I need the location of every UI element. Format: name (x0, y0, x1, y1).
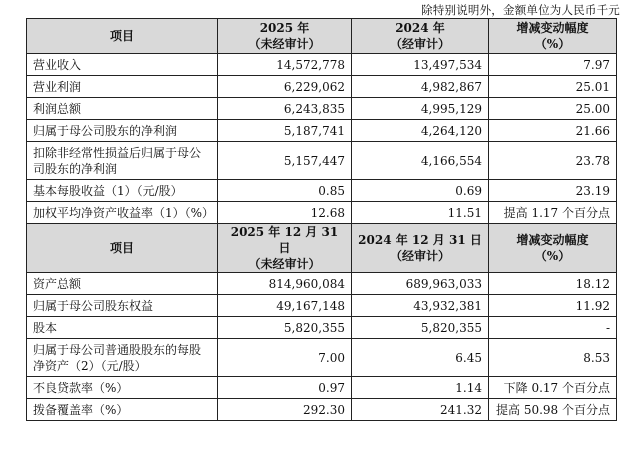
value-2025: 14,572,778 (218, 54, 352, 76)
change-value: 23.19 (489, 180, 617, 202)
value-2025: 6,243,835 (218, 98, 352, 120)
change-value: 21.66 (489, 120, 617, 142)
value-2025: 292.30 (218, 399, 352, 421)
value-2024: 5,820,355 (352, 317, 489, 339)
table-row (27, 142, 617, 180)
table-row (27, 317, 617, 339)
change-value: 25.01 (489, 76, 617, 98)
value-2024: 0.69 (352, 180, 489, 202)
header-change: 增减变动幅度 （%） (489, 224, 617, 273)
change-value: 11.92 (489, 295, 617, 317)
header-item: 项目 (27, 224, 218, 273)
table-row (27, 180, 617, 202)
value-2024: 4,264,120 (352, 120, 489, 142)
table-row (27, 76, 617, 98)
table-row (27, 273, 617, 295)
change-value: 8.53 (489, 339, 617, 377)
value-2025: 7.00 (218, 339, 352, 377)
row-label: 拨备覆盖率（%） (27, 399, 218, 421)
header-2025: 2025 年 （未经审计） (218, 19, 352, 54)
row-label: 归属于母公司普通股股东的每股净资产（2）（元/股） (27, 339, 218, 377)
table-row (27, 54, 617, 76)
change-value: 提高 50.98 个百分点 (489, 399, 617, 421)
value-2024: 689,963,033 (352, 273, 489, 295)
value-2025: 5,187,741 (218, 120, 352, 142)
financial-table (26, 18, 617, 421)
value-2024: 4,995,129 (352, 98, 489, 120)
value-2024: 43,932,381 (352, 295, 489, 317)
table-row (27, 399, 617, 421)
row-label: 基本每股收益（1）（元/股） (27, 180, 218, 202)
row-label: 扣除非经常性损益后归属于母公司股东的净利润 (27, 142, 218, 180)
table-row (27, 202, 617, 224)
table-row (27, 295, 617, 317)
header-2025: 2025 年 12 月 31 日 （未经审计） (218, 224, 352, 273)
change-value: 25.00 (489, 98, 617, 120)
table-row (27, 98, 617, 120)
value-2024: 1.14 (352, 377, 489, 399)
row-label: 归属于母公司股东权益 (27, 295, 218, 317)
value-2024: 13,497,534 (352, 54, 489, 76)
header-2024: 2024 年 12 月 31 日 （经审计） (352, 224, 489, 273)
value-2024: 11.51 (352, 202, 489, 224)
row-label: 归属于母公司股东的净利润 (27, 120, 218, 142)
header-2024: 2024 年 （经审计） (352, 19, 489, 54)
table-row (27, 339, 617, 377)
value-2025: 5,157,447 (218, 142, 352, 180)
change-value: 提高 1.17 个百分点 (489, 202, 617, 224)
unit-note: 除特别说明外，金额单位为人民币千元 (421, 3, 620, 17)
header-change: 增减变动幅度 （%） (489, 19, 617, 54)
value-2025: 6,229,062 (218, 76, 352, 98)
value-2025: 0.97 (218, 377, 352, 399)
change-value: 18.12 (489, 273, 617, 295)
change-value: - (489, 317, 617, 339)
table-row (27, 120, 617, 142)
row-label: 利润总额 (27, 98, 218, 120)
value-2024: 4,982,867 (352, 76, 489, 98)
row-label: 股本 (27, 317, 218, 339)
value-2024: 6.45 (352, 339, 489, 377)
value-2025: 814,960,084 (218, 273, 352, 295)
change-value: 7.97 (489, 54, 617, 76)
header-row-year-end (27, 224, 617, 273)
row-label: 营业收入 (27, 54, 218, 76)
row-label: 不良贷款率（%） (27, 377, 218, 399)
table-row (27, 377, 617, 399)
value-2025: 12.68 (218, 202, 352, 224)
value-2025: 5,820,355 (218, 317, 352, 339)
value-2025: 0.85 (218, 180, 352, 202)
row-label: 资产总额 (27, 273, 218, 295)
change-value: 下降 0.17 个百分点 (489, 377, 617, 399)
change-value: 23.78 (489, 142, 617, 180)
header-item: 项目 (27, 19, 218, 54)
value-2025: 49,167,148 (218, 295, 352, 317)
row-label: 营业利润 (27, 76, 218, 98)
value-2024: 241.32 (352, 399, 489, 421)
header-row-annual (27, 19, 617, 54)
value-2024: 4,166,554 (352, 142, 489, 180)
row-label: 加权平均净资产收益率（1）（%） (27, 202, 218, 224)
